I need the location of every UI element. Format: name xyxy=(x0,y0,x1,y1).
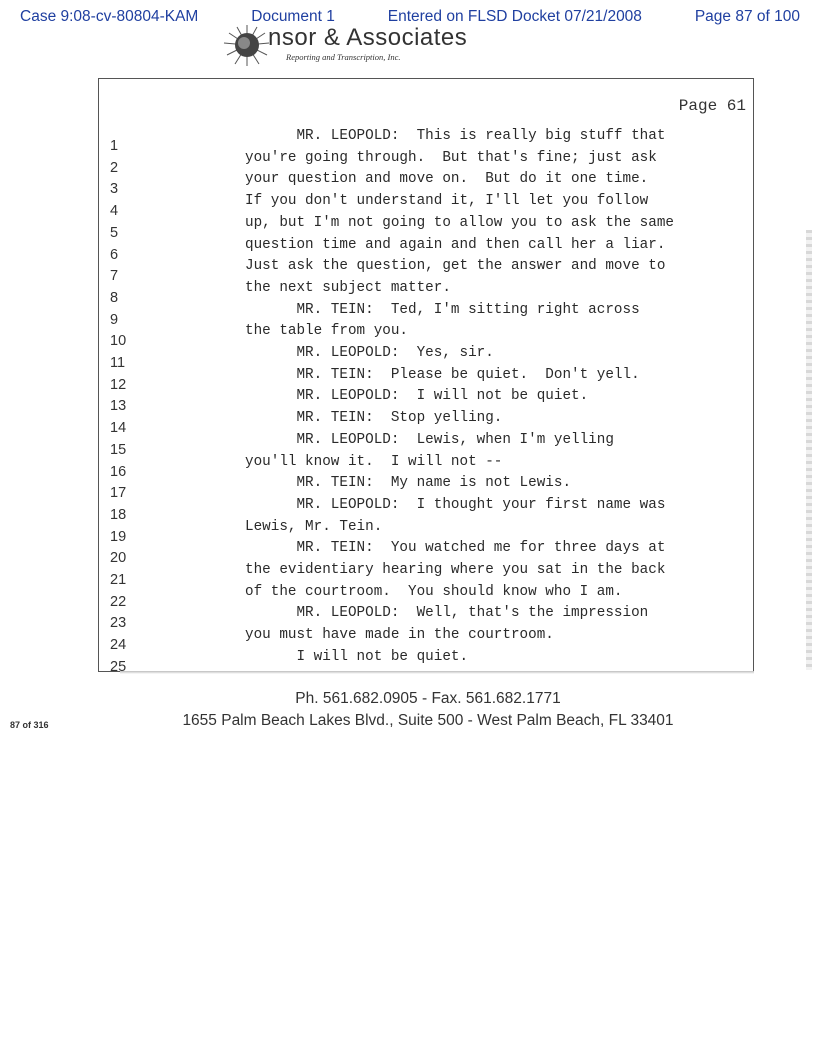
transcript-page-label: Page 61 xyxy=(678,97,746,115)
line-number: 14 xyxy=(110,420,127,437)
docket-entry: Entered on FLSD Docket 07/21/2008 xyxy=(387,8,642,25)
line-number: 4 xyxy=(110,203,119,220)
transcript-line: MR. LEOPOLD: Lewis, when I'm yelling xyxy=(245,431,614,448)
line-number: 20 xyxy=(110,550,127,567)
scan-edge-artifact xyxy=(806,230,812,670)
line-number: 2 xyxy=(110,159,119,176)
line-number: 13 xyxy=(110,398,127,415)
footer-phone: Ph. 561.682.0905 - Fax. 561.682.1771 xyxy=(295,690,561,707)
line-number: 1 xyxy=(110,138,119,154)
company-logo xyxy=(222,24,522,68)
line-number: 9 xyxy=(110,311,119,328)
line-number: 10 xyxy=(110,333,127,350)
line-number: 22 xyxy=(110,593,127,610)
line-number: 11 xyxy=(110,355,126,371)
transcript-line: your question and move on. But do it one time. xyxy=(245,171,649,188)
line-number: 18 xyxy=(110,506,127,523)
transcript-line: MR. TEIN: Stop yelling. xyxy=(245,410,503,427)
transcript-line: MR. LEOPOLD: Yes, sir. xyxy=(245,345,494,361)
transcript-line: MR. LEOPOLD: This is really big stuff that xyxy=(245,128,666,144)
line-number: 25 xyxy=(110,658,127,675)
transcript-line: the table from you. xyxy=(245,323,409,340)
transcript-line: MR. LEOPOLD: I will not be quiet. xyxy=(245,388,589,405)
transcript-line: Lewis, Mr. Tein. xyxy=(245,518,383,535)
transcript-line: MR. TEIN: Please be quiet. Don't yell. xyxy=(245,366,640,383)
transcript-line: MR. LEOPOLD: Well, that's the impression xyxy=(245,605,649,622)
transcript-line: MR. TEIN: You watched me for three days at xyxy=(245,540,666,557)
sunburst-logo-icon xyxy=(222,24,272,66)
line-number: 6 xyxy=(110,246,119,263)
line-number: 5 xyxy=(110,224,119,241)
transcript-line: MR. TEIN: My name is not Lewis. xyxy=(245,475,572,492)
line-number: 21 xyxy=(110,572,127,588)
transcript-line: you're going through. But that's fine; just ask xyxy=(245,149,657,166)
line-number: 19 xyxy=(110,528,127,545)
transcript-line: you must have made in the courtroom. xyxy=(245,627,554,644)
footer-address: 1655 Palm Beach Lakes Blvd., Suite 500 - West Palm Beach, FL 33401 xyxy=(182,712,674,729)
frame-shadow xyxy=(120,671,754,674)
line-number: 16 xyxy=(110,463,127,480)
transcript-line: of the courtroom. You should know who I am. xyxy=(245,583,623,600)
transcript-line: If you don't understand it, I'll let you follow xyxy=(245,193,649,210)
line-number: 3 xyxy=(110,181,119,198)
line-number: 23 xyxy=(110,615,127,632)
document-number: Document 1 xyxy=(251,8,335,25)
transcript-line: the evidentiary hearing where you sat in the back xyxy=(245,562,666,578)
line-number: 12 xyxy=(110,376,127,393)
company-name: nsor & Associates xyxy=(268,24,468,51)
transcript-line: I will not be quiet. xyxy=(245,648,469,665)
transcript-line: Just ask the question, get the answer and move to xyxy=(245,258,666,275)
line-number: 8 xyxy=(110,289,119,306)
page-count: 87 of 316 xyxy=(10,720,49,730)
transcript-line: MR. LEOPOLD: I thought your first name was xyxy=(245,496,666,513)
transcript-line: the next subject matter. xyxy=(245,279,451,296)
transcript-line: MR. TEIN: Ted, I'm sitting right across xyxy=(245,301,640,318)
case-number: Case 9:08-cv-80804-KAM xyxy=(20,8,199,25)
line-number: 24 xyxy=(110,637,127,654)
company-subtitle: Reporting and Transcription, Inc. xyxy=(286,52,401,62)
line-number: 17 xyxy=(110,485,127,502)
transcript-line: you'll know it. I will not -- xyxy=(245,453,503,470)
line-number: 15 xyxy=(110,441,127,458)
line-number: 7 xyxy=(110,268,119,285)
transcript-line: question time and again and then call her a liar. xyxy=(245,236,666,253)
transcript-line: up, but I'm not going to allow you to ask the same xyxy=(245,214,674,231)
docket-page: Page 87 of 100 xyxy=(694,8,800,25)
